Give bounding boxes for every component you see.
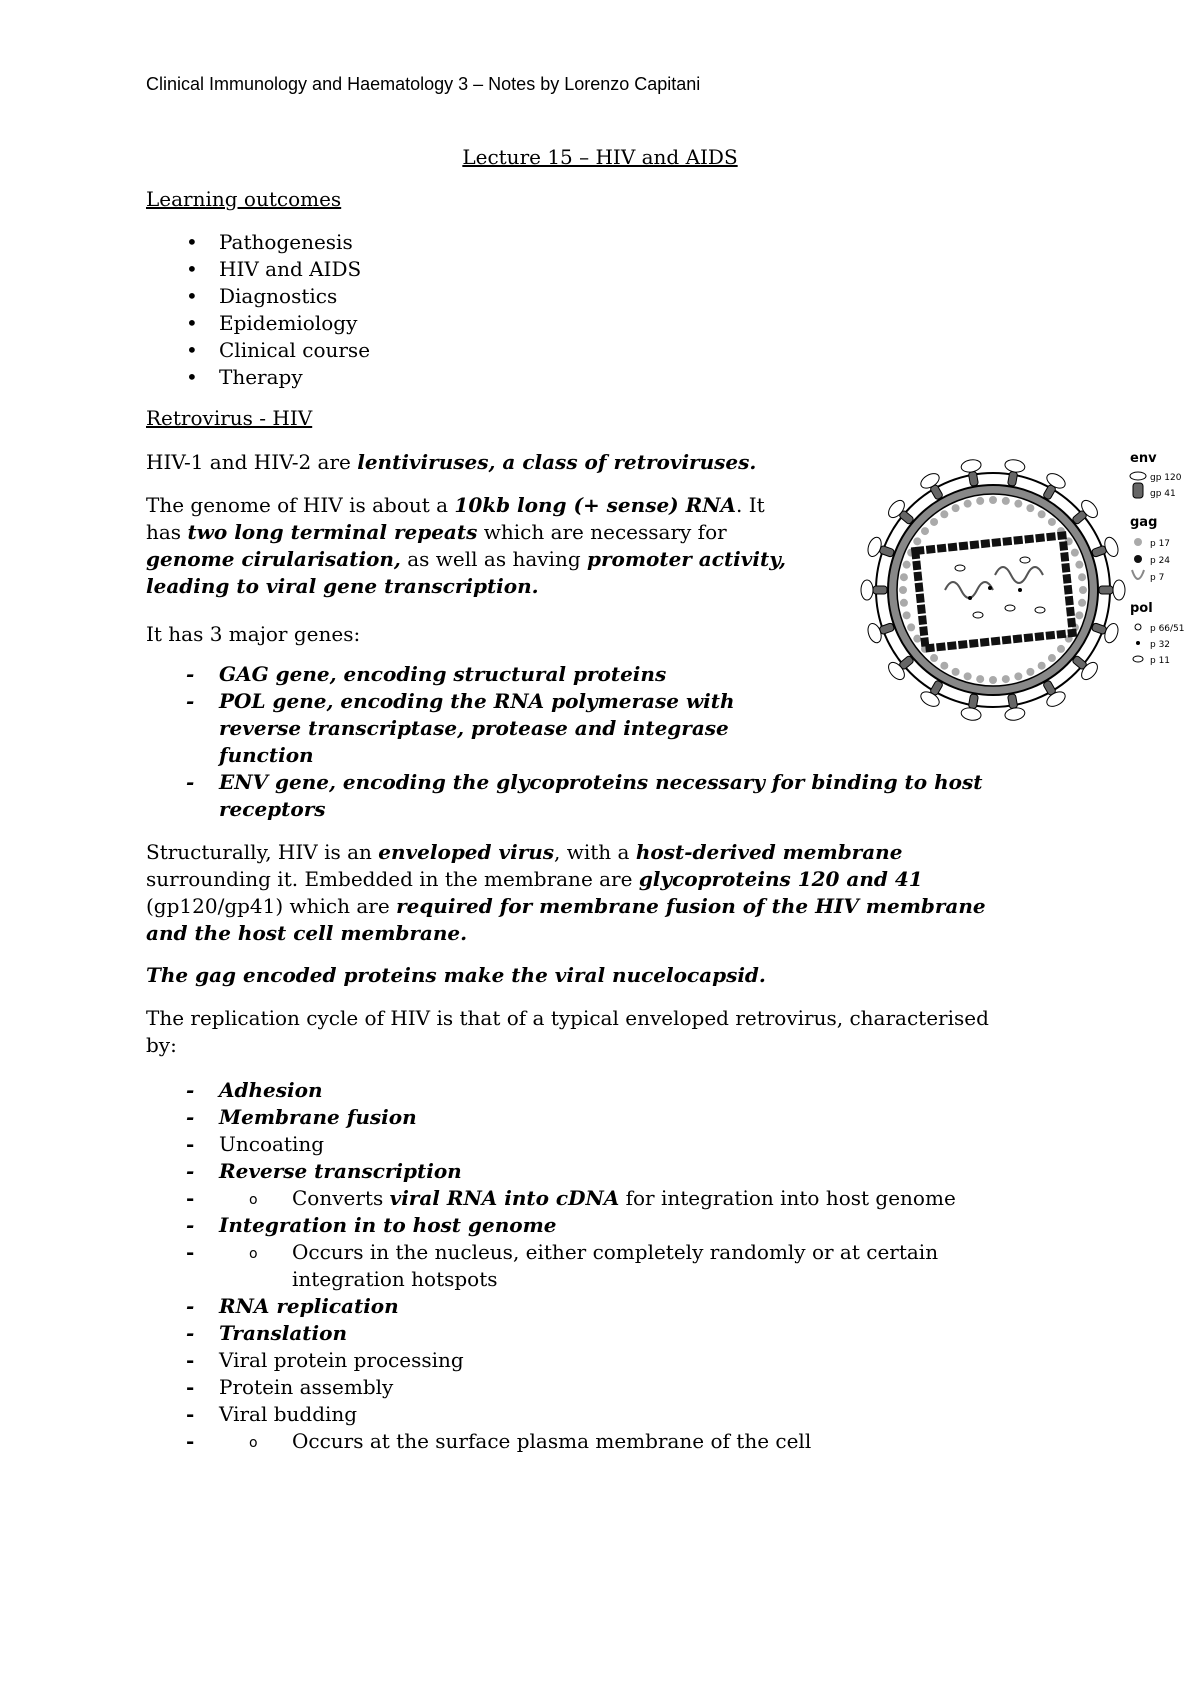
- learning-outcomes-list: [146, 229, 370, 391]
- gp41-stalk: [1099, 586, 1113, 594]
- p17-matrix-dot: [907, 623, 915, 631]
- gp41-stalk: [873, 586, 887, 594]
- list-item: • Pathogenesis: [146, 229, 370, 256]
- p17-matrix-dot: [900, 599, 908, 607]
- p17-matrix-dot: [989, 496, 997, 504]
- paragraph-structure: Structurally, HIV is an enveloped virus, with a host-derived membrane surrounding it. Embedded in the membrane are glycoproteins 120 and 41 (gp120/gp41) which are required for membrane fusion of the HIV membrane and the host cell membrane.: [146, 840, 986, 945]
- sub-list-item: o - Occurs at the surface plasma membrane of the cell: [219, 1428, 1046, 1455]
- gp41-icon: [1133, 483, 1143, 498]
- list-item: - ENV gene, encoding the glycoproteins necessary for binding to host receptors: [146, 769, 1046, 823]
- list-item: - RNA replication: [146, 1293, 1046, 1320]
- p11-icon: [1133, 656, 1143, 662]
- retrovirus-heading: Retrovirus - HIV: [146, 406, 313, 430]
- p32-icon: [1136, 641, 1140, 645]
- list-item: - POL gene, encoding the RNA polymerase with reverse transcriptase, protease and integrase function: [146, 688, 1046, 769]
- gp120-head: [861, 580, 873, 600]
- p24-icon: [1134, 555, 1142, 563]
- list-item: [146, 1185, 1046, 1212]
- diagram-legend: [1130, 451, 1185, 666]
- svg-text:p 66/51: p 66/51: [1150, 624, 1185, 634]
- list-item: - Integration in to host genome: [146, 1212, 1046, 1239]
- list-item: - GAG gene, encoding structural proteins: [146, 661, 1046, 688]
- list-item: • Clinical course: [146, 337, 370, 364]
- sub-list-item: o - Occurs in the nucleus, either completely randomly or at certain integration hotspots: [219, 1239, 1046, 1293]
- gp120-head: [960, 706, 982, 721]
- p17-matrix-dot: [930, 654, 938, 662]
- list-item: - Viral protein processing: [146, 1347, 1046, 1374]
- sub-list-item: o - Converts viral RNA into cDNA for integration into host genome: [219, 1185, 1046, 1212]
- p17-matrix-dot: [1014, 500, 1022, 508]
- p17-matrix-dot: [921, 527, 929, 535]
- list-item: - Protein assembly: [146, 1374, 1046, 1401]
- svg-text:p 17: p 17: [1150, 539, 1171, 549]
- list-item: • HIV and AIDS: [146, 256, 370, 283]
- capsid-shape: [915, 536, 1072, 649]
- svg-text:gp 120: gp 120: [1150, 473, 1182, 483]
- p17-matrix-dot: [1075, 611, 1083, 619]
- p17-matrix-dot: [1002, 497, 1010, 505]
- list-item: - Membrane fusion: [146, 1104, 1046, 1131]
- p17-matrix-dot: [1002, 675, 1010, 683]
- p17-matrix-dot: [1038, 662, 1046, 670]
- p17-matrix-dot: [913, 537, 921, 545]
- gp120-head: [1113, 580, 1125, 600]
- gp120-head: [960, 458, 982, 473]
- svg-text:gp 41: gp 41: [1150, 489, 1176, 499]
- p17-matrix-dot: [989, 676, 997, 684]
- list-item: • Therapy: [146, 364, 370, 391]
- p17-matrix-dot: [976, 675, 984, 683]
- paragraph-genome: The genome of HIV is about a 10kb long (+ sense) RNA. It has two long terminal repeats which are necessary for genome cirularisation, as well as having promoter activity, leading to viral gene transcription.: [146, 493, 786, 598]
- list-item: - Reverse transcription: [146, 1158, 1046, 1185]
- p17-matrix-dot: [976, 497, 984, 505]
- p17-matrix-dot: [1048, 518, 1056, 526]
- svg-text:p 32: p 32: [1150, 640, 1171, 650]
- learning-outcomes-heading: Learning outcomes: [146, 187, 342, 211]
- svg-text:pol: pol: [1130, 601, 1153, 616]
- p17-matrix-dot: [952, 668, 960, 676]
- p17-matrix-dot: [952, 504, 960, 512]
- svg-text:gag: gag: [1130, 515, 1158, 530]
- p17-matrix-dot: [1078, 573, 1086, 581]
- p7-icon: [1132, 570, 1144, 579]
- p17-matrix-dot: [1014, 672, 1022, 680]
- page-title: Lecture 15 – HIV and AIDS: [462, 145, 738, 169]
- p17-matrix-dot: [903, 561, 911, 569]
- gp120-icon: [1130, 472, 1146, 480]
- p17-icon: [1134, 538, 1142, 546]
- p17-matrix-dot: [940, 510, 948, 518]
- list-item: - Uncoating: [146, 1131, 1046, 1158]
- paragraph-major-genes: It has 3 major genes:: [146, 622, 361, 646]
- p17-matrix-dot: [1071, 549, 1079, 557]
- svg-text:p 11: p 11: [1150, 656, 1171, 666]
- list-item: [146, 1239, 1046, 1293]
- list-item: [146, 1428, 1046, 1455]
- p66-icon: [1135, 624, 1141, 630]
- svg-text:p 7: p 7: [1150, 573, 1165, 583]
- p17-matrix-dot: [903, 611, 911, 619]
- p17-matrix-dot: [930, 518, 938, 526]
- list-item: - Viral budding: [146, 1401, 1046, 1428]
- virion-illustration: [861, 458, 1125, 721]
- p17-matrix-dot: [1057, 645, 1065, 653]
- p17-matrix-dot: [899, 586, 907, 594]
- p17-matrix-dot: [940, 662, 948, 670]
- p17-matrix-dot: [913, 635, 921, 643]
- gp120-head: [1004, 706, 1026, 721]
- p17-matrix-dot: [1078, 599, 1086, 607]
- p17-matrix-dot: [1075, 561, 1083, 569]
- p17-matrix-dot: [1026, 668, 1034, 676]
- list-item: - Translation: [146, 1320, 1046, 1347]
- paragraph-lentiviruses: HIV-1 and HIV-2 are lentiviruses, a class of retroviruses.: [146, 450, 757, 474]
- p17-matrix-dot: [964, 500, 972, 508]
- list-item: - Adhesion: [146, 1077, 1046, 1104]
- page-header: Clinical Immunology and Haematology 3 – Notes by Lorenzo Capitani: [146, 74, 701, 94]
- p17-matrix-dot: [1026, 504, 1034, 512]
- p17-matrix-dot: [1048, 654, 1056, 662]
- p17-matrix-dot: [900, 573, 908, 581]
- list-item: • Epidemiology: [146, 310, 370, 337]
- p17-matrix-dot: [1079, 586, 1087, 594]
- paragraph-nucleocapsid: The gag encoded proteins make the viral nucelocapsid.: [146, 963, 766, 987]
- replication-steps-list: [146, 1077, 1046, 1455]
- gp120-head: [1004, 458, 1026, 473]
- p17-matrix-dot: [964, 672, 972, 680]
- legend-env: env: [1130, 451, 1157, 466]
- svg-text:p 24: p 24: [1150, 556, 1171, 566]
- list-item: • Diagnostics: [146, 283, 370, 310]
- hiv-virion-diagram: [850, 450, 1185, 730]
- p17-matrix-dot: [1038, 510, 1046, 518]
- paragraph-replication-cycle: The replication cycle of HIV is that of a typical enveloped retrovirus, characterised by:: [146, 1006, 989, 1057]
